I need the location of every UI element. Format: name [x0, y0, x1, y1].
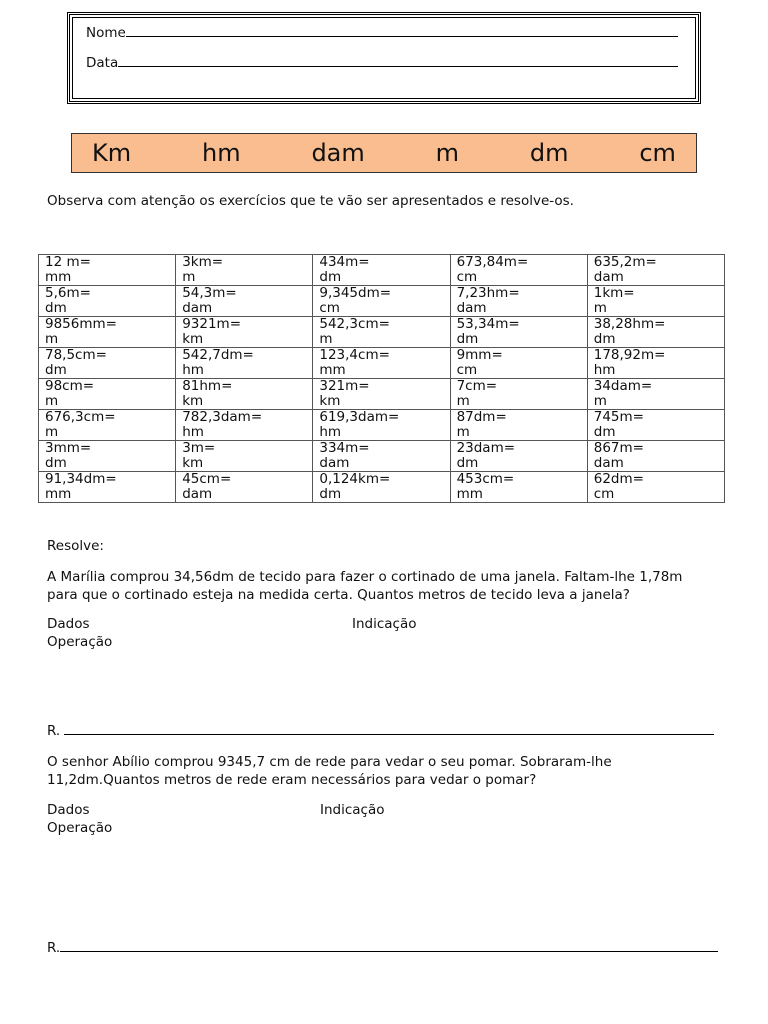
conversion-cell[interactable] — [450, 410, 587, 441]
conversion-value: 3m= — [182, 440, 216, 456]
problem2-answer-underline — [60, 950, 718, 952]
units-bar — [71, 133, 697, 173]
conversion-value: 178,92m= — [593, 347, 666, 363]
conversion-value: 34dam= — [593, 378, 653, 394]
name-line[interactable] — [86, 25, 678, 41]
target-unit: m — [45, 393, 59, 409]
conversion-cell[interactable] — [39, 255, 176, 286]
target-unit: hm — [593, 362, 616, 378]
table-row — [39, 317, 725, 348]
conversion-value: 434m= — [319, 254, 370, 270]
target-unit: cm — [593, 486, 615, 502]
target-unit: dm — [456, 455, 479, 471]
date-line[interactable] — [86, 55, 678, 71]
conversion-value: 453cm= — [456, 471, 515, 487]
target-unit: m — [45, 331, 59, 347]
conversion-cell[interactable] — [176, 317, 313, 348]
problem1-line1: A Marília comprou 34,56dm de tecido para fazer o cortinado de uma janela. Faltam-lhe 1,78m — [47, 569, 683, 585]
conversion-value: 9856mm= — [45, 316, 117, 332]
conversion-table-body — [39, 255, 725, 503]
conversion-cell[interactable] — [176, 472, 313, 503]
target-unit: m — [45, 424, 59, 440]
problem2-operacao: Operação — [47, 820, 113, 836]
conversion-value: 23dam= — [456, 440, 516, 456]
target-unit: dm — [456, 331, 479, 347]
conversion-value: 12 m= — [45, 254, 91, 270]
conversion-value: 7cm= — [456, 378, 498, 394]
problem2-answer-line[interactable] — [47, 940, 718, 956]
conversion-value: 45cm= — [182, 471, 232, 487]
conversion-cell[interactable] — [450, 286, 587, 317]
conversion-value: 54,3m= — [182, 285, 237, 301]
problem1-answer-underline — [64, 733, 714, 735]
target-unit: dm — [593, 424, 616, 440]
conversion-cell[interactable] — [587, 255, 724, 286]
conversion-cell[interactable] — [313, 379, 450, 410]
date-label: Data — [86, 55, 119, 71]
unit-cm: cm — [639, 139, 676, 167]
target-unit: cm — [456, 269, 478, 285]
conversion-cell[interactable] — [39, 348, 176, 379]
conversion-cell[interactable] — [313, 255, 450, 286]
conversion-value: 1km= — [593, 285, 635, 301]
conversion-value: 123,4cm= — [319, 347, 390, 363]
problem1-dados: Dados — [47, 616, 90, 632]
conversion-value: 782,3dam= — [182, 409, 263, 425]
conversion-value: 3mm= — [45, 440, 92, 456]
conversion-cell[interactable] — [450, 472, 587, 503]
conversion-value: 5,6m= — [45, 285, 91, 301]
target-unit: dm — [593, 331, 616, 347]
target-unit: km — [182, 455, 204, 471]
problem1-line2: para que o cortinado esteja na medida certa. Quantos metros de tecido leva a janela? — [47, 587, 630, 603]
conversion-cell[interactable] — [587, 286, 724, 317]
conversion-cell[interactable] — [313, 410, 450, 441]
conversion-value: 38,28hm= — [593, 316, 666, 332]
problem1-indicacao: Indicação — [352, 616, 417, 632]
table-row — [39, 348, 725, 379]
conversion-cell[interactable] — [313, 317, 450, 348]
conversion-value: 635,2m= — [593, 254, 657, 270]
problem1-answer-prefix: R. — [47, 723, 65, 739]
unit-hm: hm — [201, 139, 241, 167]
conversion-value: 53,34m= — [456, 316, 520, 332]
target-unit: m — [319, 331, 333, 347]
conversion-value: 334m= — [319, 440, 370, 456]
resolve-label: Resolve: — [47, 538, 104, 554]
conversion-cell[interactable] — [313, 348, 450, 379]
target-unit: dm — [45, 362, 67, 378]
conversion-value: 676,3cm= — [45, 409, 116, 425]
target-unit: hm — [319, 424, 342, 440]
target-unit: cm — [319, 300, 340, 316]
target-unit: dam — [456, 300, 487, 316]
conversion-cell[interactable] — [587, 317, 724, 348]
conversion-cell[interactable] — [39, 286, 176, 317]
conversion-cell[interactable] — [450, 255, 587, 286]
conversion-cell[interactable] — [450, 441, 587, 472]
target-unit: m — [456, 393, 470, 409]
conversion-cell[interactable] — [313, 441, 450, 472]
target-unit: km — [182, 331, 204, 347]
conversion-value: 867m= — [593, 440, 644, 456]
conversion-value: 745m= — [593, 409, 644, 425]
conversion-value: 81hm= — [182, 378, 233, 394]
target-unit: m — [456, 424, 470, 440]
target-unit: km — [182, 393, 204, 409]
target-unit: mm — [319, 362, 346, 378]
problem2-line1: O senhor Abílio comprou 9345,7 cm de rede para vedar o seu pomar. Sobraram-lhe — [47, 754, 612, 770]
table-row — [39, 410, 725, 441]
problem1-answer-line[interactable] — [47, 723, 714, 739]
problem2-dados: Dados — [47, 802, 90, 818]
conversion-cell[interactable] — [450, 348, 587, 379]
table-row — [39, 379, 725, 410]
target-unit: dm — [45, 300, 67, 316]
conversion-value: 542,7dm= — [182, 347, 254, 363]
problem2-line2: 11,2dm.Quantos metros de rede eram necessários para vedar o pomar? — [47, 772, 537, 788]
conversion-cell[interactable] — [176, 348, 313, 379]
conversion-value: 98cm= — [45, 378, 95, 394]
conversion-table — [38, 254, 725, 503]
conversion-value: 9,345dm= — [319, 285, 392, 301]
conversion-cell[interactable] — [450, 317, 587, 348]
table-row — [39, 255, 725, 286]
conversion-cell[interactable] — [313, 286, 450, 317]
target-unit: dm — [319, 486, 342, 502]
conversion-value: 0,124km= — [319, 471, 391, 487]
date-underline — [118, 65, 678, 67]
target-unit: mm — [45, 269, 72, 285]
table-row — [39, 286, 725, 317]
conversion-value: 542,3cm= — [319, 316, 390, 332]
target-unit: dam — [182, 486, 213, 502]
target-unit: m — [593, 393, 607, 409]
conversion-cell[interactable] — [587, 410, 724, 441]
name-underline — [126, 35, 678, 37]
conversion-value: 9mm= — [456, 347, 503, 363]
conversion-value: 78,5cm= — [45, 347, 107, 363]
conversion-cell[interactable] — [39, 441, 176, 472]
target-unit: dam — [593, 269, 624, 285]
instruction-text: Observa com atenção os exercícios que te vão ser apresentados e resolve-os. — [47, 193, 574, 209]
problem2-answer-prefix: R. — [47, 940, 61, 956]
conversion-cell[interactable] — [39, 317, 176, 348]
conversion-cell[interactable] — [587, 472, 724, 503]
conversion-value: 7,23hm= — [456, 285, 520, 301]
conversion-value: 62dm= — [593, 471, 644, 487]
target-unit: m — [182, 269, 196, 285]
conversion-cell[interactable] — [587, 379, 724, 410]
target-unit: mm — [45, 486, 72, 502]
target-unit: hm — [182, 424, 204, 440]
conversion-cell[interactable] — [39, 410, 176, 441]
conversion-value: 9321m= — [182, 316, 242, 332]
conversion-value: 87dm= — [456, 409, 507, 425]
conversion-cell[interactable] — [587, 348, 724, 379]
conversion-value: 619,3dam= — [319, 409, 400, 425]
unit-dm: dm — [529, 139, 569, 167]
conversion-cell[interactable] — [176, 255, 313, 286]
conversion-cell[interactable] — [176, 379, 313, 410]
conversion-cell[interactable] — [39, 472, 176, 503]
unit-m: m — [435, 139, 460, 167]
conversion-cell[interactable] — [176, 441, 313, 472]
problem2-indicacao: Indicação — [320, 802, 385, 818]
target-unit: dm — [45, 455, 67, 471]
conversion-value: 3km= — [182, 254, 224, 270]
conversion-cell[interactable] — [450, 379, 587, 410]
target-unit: dam — [182, 300, 213, 316]
target-unit: mm — [456, 486, 483, 502]
student-info-box — [67, 12, 701, 104]
conversion-cell[interactable] — [587, 441, 724, 472]
conversion-value: 321m= — [319, 378, 370, 394]
name-label: Nome — [86, 25, 126, 41]
target-unit: hm — [182, 362, 204, 378]
conversion-cell[interactable] — [313, 472, 450, 503]
unit-km: Km — [92, 139, 132, 167]
conversion-cell[interactable] — [39, 379, 176, 410]
conversion-cell[interactable] — [176, 410, 313, 441]
target-unit: dm — [319, 269, 342, 285]
target-unit: m — [593, 300, 607, 316]
target-unit: dam — [319, 455, 350, 471]
target-unit: cm — [456, 362, 478, 378]
unit-dam: dam — [311, 139, 365, 167]
conversion-cell[interactable] — [176, 286, 313, 317]
table-row — [39, 472, 725, 503]
target-unit: km — [319, 393, 341, 409]
target-unit: dam — [593, 455, 624, 471]
problem1-operacao: Operação — [47, 634, 113, 650]
conversion-value: 91,34dm= — [45, 471, 117, 487]
conversion-value: 673,84m= — [456, 254, 529, 270]
table-row — [39, 441, 725, 472]
